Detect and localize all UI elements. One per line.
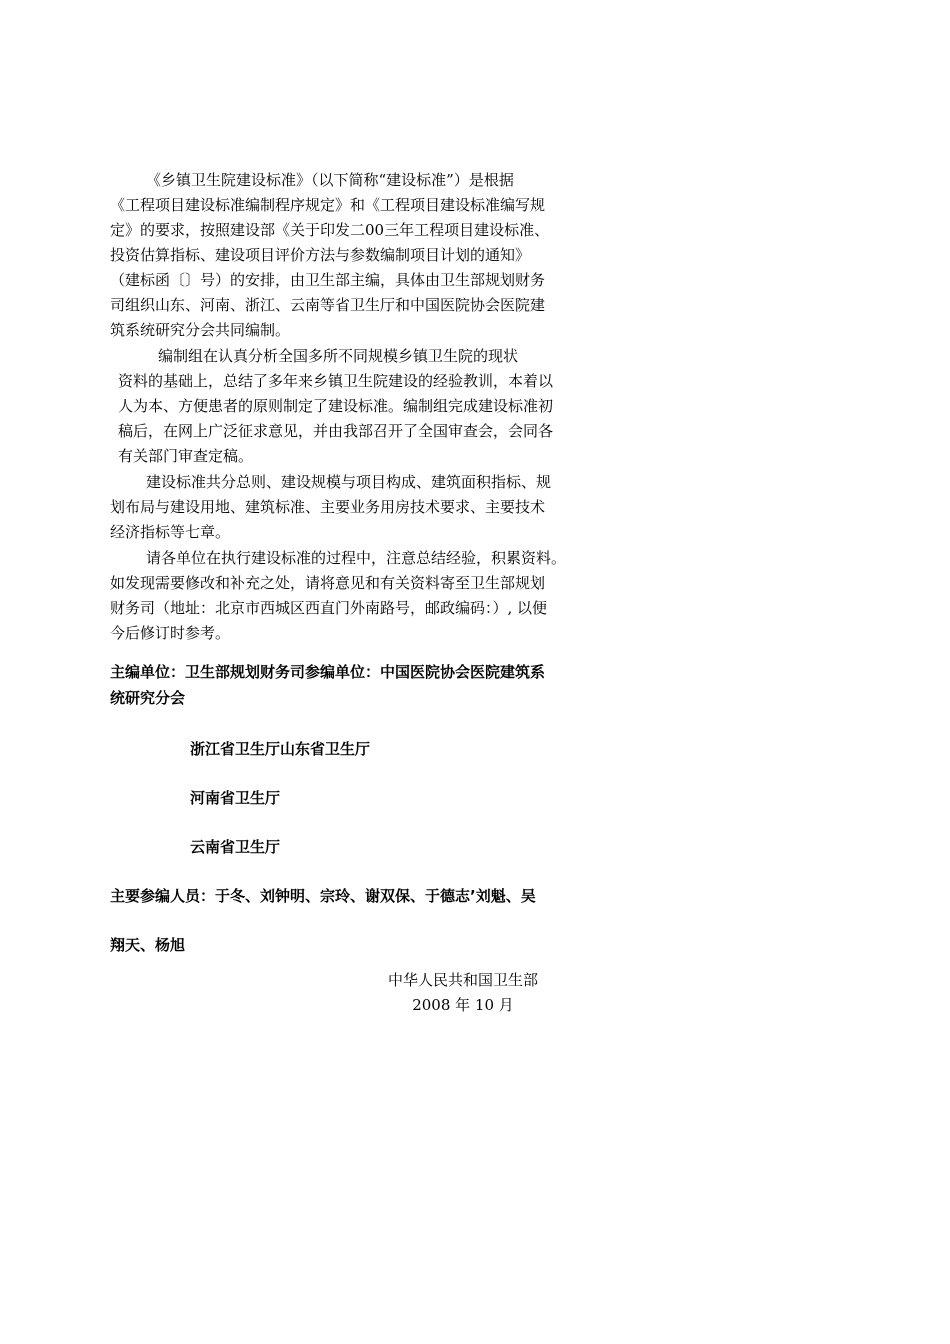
paragraph-4-line-3: 财务司（地址：北京市西城区西直门外南路号，邮政编码：）, 以便 [110,599,548,617]
paragraph-4-line-4: 今后修订时参考。 [110,624,231,642]
participating-unit-3: 云南省卫生厅 [190,838,281,856]
paragraph-2-line-4: 稿后，在网上广泛征求意见，并由我部召开了全国审查会，会同各 [118,422,554,440]
main-contributors-line-2: 翔天、杨旭 [110,936,186,954]
paragraph-4-line-2: 如发现需要修改和补充之处，请将意见和有关资料寄至卫生部规划 [110,574,546,592]
main-contributors-line-1: 主要参编人员：于冬、刘钟明、宗玲、谢双保、于德志’刘魁、吴 [110,887,536,905]
participating-unit-1: 浙江省卫生厅山东省卫生厅 [190,740,371,758]
paragraph-2-line-1: 编制组在认真分析全国多所不同规模乡镇卫生院的现状 [158,347,519,365]
paragraph-3-line-1: 建设标准共分总则、建设规模与项目构成、建筑面积指标、规 [146,473,552,491]
editor-units-line-1: 主编单位：卫生部规划财务司参编单位：中国医院协会医院建筑系 [110,663,546,681]
participating-unit-2: 河南省卫生厅 [190,789,281,807]
paragraph-2-line-2: 资料的基础上，总结了多年来乡镇卫生院建设的经验教训，本着以 [118,372,554,390]
paragraph-1-line-2: 《工程项目建设标准编制程序规定》和《工程项目建设标准编写规 [110,196,546,214]
paragraph-2-line-3: 人为本、方便患者的原则制定了建设标准。编制组完成建设标准初 [118,397,554,415]
paragraph-1-line-1: 《乡镇卫生院建设标准》（以下简称“建设标准”）是根据 [146,171,514,189]
paragraph-1-line-5: （建标函〔〕号）的安排，由卫生部主编，具体由卫生部规划财务 [110,271,546,289]
paragraph-3-line-2: 划布局与建设用地、建筑标准、主要业务用房技术要求、主要技术 [110,498,546,516]
paragraph-1-line-7: 筑系统研究分会共同编制。 [110,321,291,339]
paragraph-4-line-1: 请各单位在执行建设标准的过程中，注意总结经验，积累资料。 [146,549,567,567]
signature-date: 2008 年 10 月 [412,996,514,1014]
paragraph-1-line-3: 定》的要求，按照建设部《关于印发二00三年工程项目建设标准、 [110,221,550,239]
signature-organization: 中华人民共和国卫生部 [387,971,538,989]
paragraph-3-line-3: 经济指标等七章。 [110,523,231,541]
paragraph-1-line-4: 投资估算指标、建设项目评价方法与参数编制项目计划的通知》 [110,246,531,264]
paragraph-2-line-5: 有关部门审查定稿。 [118,447,254,465]
paragraph-1-line-6: 司组织山东、河南、浙江、云南等省卫生厅和中国医院协会医院建 [110,296,546,314]
editor-units-line-2: 统研究分会 [110,689,186,707]
